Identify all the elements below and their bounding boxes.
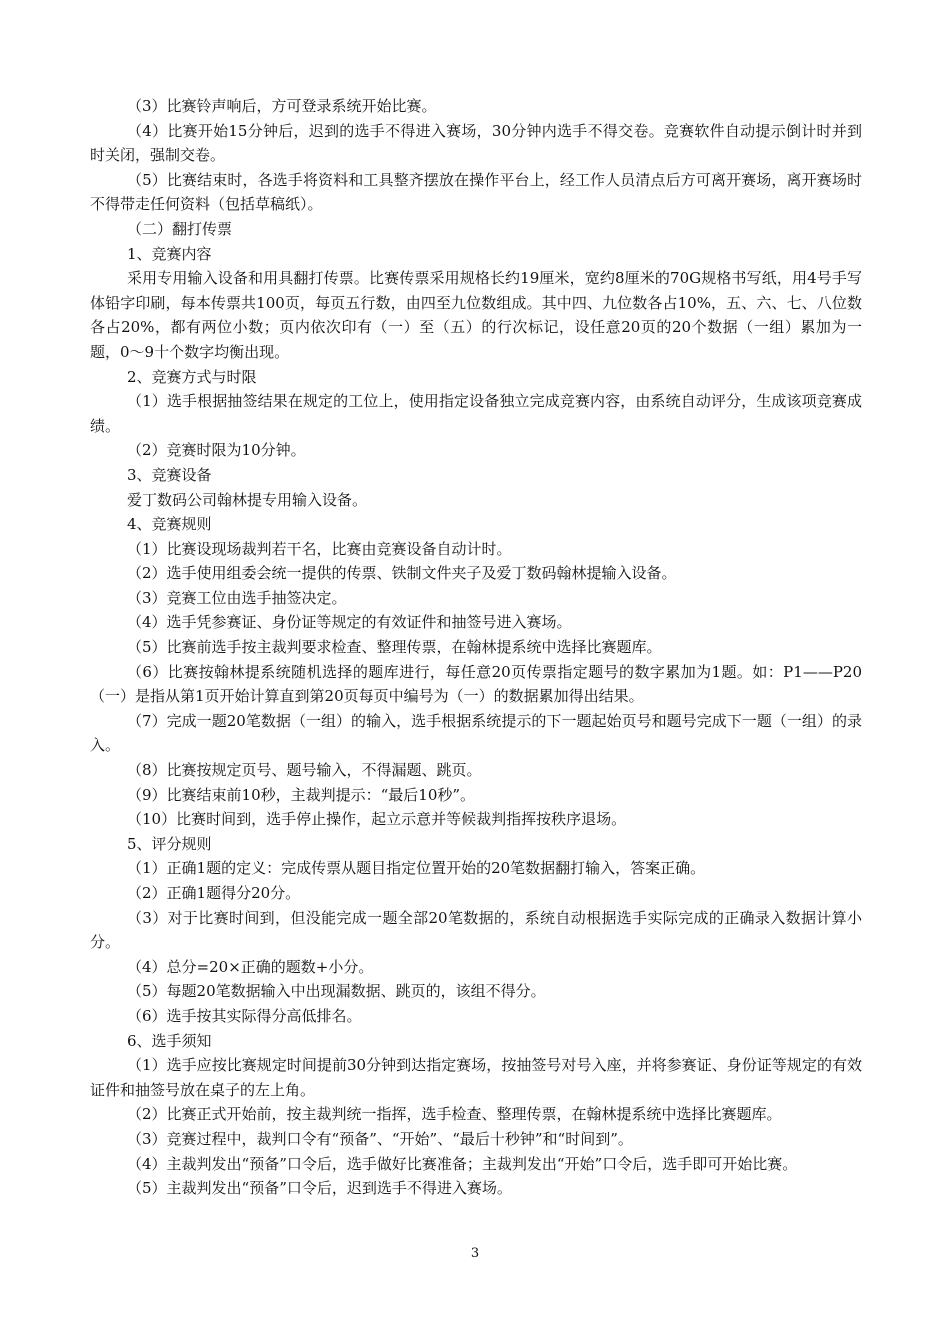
paragraph: 采用专用输入设备和用具翻打传票。比赛传票采用规格长约19厘米，宽约8厘米的70G规格书写纸，用4号手写体铅字印刷，每本传票共100页，每页五行数，由四至九位数组成。其中四、九位数各占10%，五、六、七、八位数各占20%，都有两位小数；页内依次印有（一）至（五）的行次标记，设任意20页的20个数据（一组）累加为一题，0～9十个数字均衡出现。 [90, 269, 862, 361]
paragraph: （3）比赛铃声响后，方可登录系统开始比赛。 [127, 97, 437, 115]
paragraph: （3）竞赛工位由选手抽签决定。 [127, 588, 347, 607]
paragraph: （5）比赛结束时，各选手将资料和工具整齐摆放在操作平台上，经工作人员清点后方可离开赛场，离开赛场时不得带走任何资料（包括草稿纸）。 [90, 170, 862, 214]
paragraph: 5、评分规则 [127, 834, 212, 853]
paragraph: （5）主裁判发出“预备”口令后，迟到选手不得进入赛场。 [127, 1179, 512, 1198]
paragraph: （9）比赛结束前10秒，主裁判提示：“最后10秒”。 [127, 785, 476, 804]
paragraph: 3、竞赛设备 [127, 465, 212, 484]
page-number: 3 [470, 1246, 480, 1261]
paragraph: 2、竞赛方式与时限 [127, 367, 257, 386]
paragraph: （2）正确1题得分20分。 [127, 884, 301, 902]
paragraph: （1）比赛设现场裁判若干名，比赛由竞赛设备自动计时。 [127, 539, 512, 558]
paragraph: （1）选手根据抽签结果在规定的工位上，使用指定设备独立完成竞赛内容，由系统自动评分，生成该项竞赛成绩。 [90, 392, 862, 435]
paragraph: （5）每题20笔数据输入中出现漏数据、跳页的，该组不得分。 [127, 982, 546, 1001]
paragraph: 1、竞赛内容 [127, 244, 212, 263]
paragraph: （2）竞赛时限为10分钟。 [127, 441, 306, 460]
paragraph: 4、竞赛规则 [127, 515, 212, 534]
paragraph: （10）比赛时间到，选手停止操作，起立示意并等候裁判指挥按秩序退场。 [127, 810, 627, 829]
paragraph: （3）对于比赛时间到，但没能完成一题全部20笔数据的，系统自动根据选手实际完成的正确录入数据计算小分。 [90, 908, 862, 952]
paragraph: （6）选手按其实际得分高低排名。 [127, 1006, 362, 1025]
paragraph: （4）主裁判发出“预备”口令后，选手做好比赛准备；主裁判发出“开始”口令后，选手即可开始比赛。 [127, 1154, 798, 1173]
paragraph: （3）竞赛过程中，裁判口令有“预备”、“开始”、“最后十秒钟”和“时间到”。 [127, 1129, 633, 1148]
paragraph: （8）比赛按规定页号、题号输入，不得漏题、跳页。 [127, 761, 482, 780]
paragraph: （6）比赛按翰林提系统随机选择的题库进行，每任意20页传票指定题号的数字累加为1题。如：P1——P20（一）是指从第1页开始计算直到第20页每页中编号为（一）的数据累加得出结果。 [90, 662, 862, 706]
paragraph: （1）正确1题的定义：完成传票从题目指定位置开始的20笔数据翻打输入，答案正确。 [127, 859, 706, 878]
paragraph: （4）总分=20×正确的题数+小分。 [127, 957, 374, 976]
body-text [90, 94, 862, 1201]
paragraph: （4）选手凭参赛证、身份证等规定的有效证件和抽签号进入赛场。 [127, 613, 572, 632]
paragraph: 6、选手须知 [127, 1031, 212, 1050]
paragraph: （7）完成一题20笔数据（一组）的输入，选手根据系统提示的下一题起始页号和题号完成下一题（一组）的录入。 [90, 711, 862, 755]
paragraph: （4）比赛开始15分钟后，迟到的选手不得进入赛场，30分钟内选手不得交卷。竞赛软件自动提示倒计时并到时关闭，强制交卷。 [90, 121, 862, 165]
paragraph: （1）选手应按比赛规定时间提前30分钟到达指定赛场，按抽签号对号入座，并将参赛证、身份证等规定的有效证件和抽签号放在桌子的左上角。 [90, 1056, 862, 1099]
paragraph: （2）选手使用组委会统一提供的传票、铁制文件夹子及爱丁数码翰林提输入设备。 [127, 564, 677, 583]
paragraph: 爱丁数码公司翰林提专用输入设备。 [127, 490, 368, 509]
paragraph: （二）翻打传票 [127, 219, 233, 238]
paragraph: （2）比赛正式开始前，按主裁判统一指挥，选手检查、整理传票，在翰林提系统中选择比赛题库。 [127, 1105, 782, 1124]
paragraph: （5）比赛前选手按主裁判要求检查、整理传票，在翰林提系统中选择比赛题库。 [127, 638, 662, 657]
